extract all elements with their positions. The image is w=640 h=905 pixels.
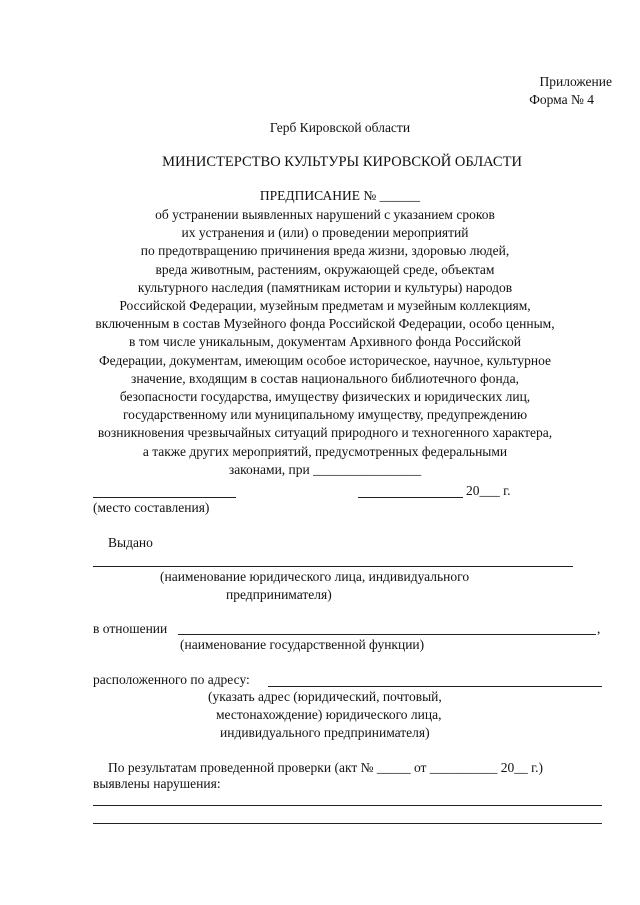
prescription-line: культурного наследия (памятникам истории и культуры) народов (137, 279, 513, 295)
appendix-label: Приложение (539, 74, 612, 89)
prescription-line: безопасности государства, имуществу физических и юридических лиц, (119, 389, 531, 405)
regarding-label: в отношении (93, 621, 168, 636)
violations-blank-line-2[interactable] (93, 823, 602, 824)
prescription-line: об устранении выявленных нарушений с указанием сроков (155, 207, 495, 222)
prescription-line: Российской Федерации, музейным предметам и музейным коллекциям, (119, 298, 531, 314)
prescription-subject (60, 206, 590, 479)
results-line-2: выявлены нарушения: (93, 776, 221, 791)
prescription-line: в том числе уникальным, документам Архивного фонда Российской (128, 334, 522, 350)
prescription-line: Федерации, документам, имеющим особое историческое, научное, культурное (98, 352, 552, 368)
address-label: расположенного по адресу: (93, 672, 250, 687)
place-blank-line[interactable] (93, 497, 236, 498)
prescription-line: законами, при ________________ (228, 461, 422, 477)
ministry-title: МИНИСТЕРСТВО КУЛЬТУРЫ КИРОВСКОЙ ОБЛАСТИ (162, 154, 522, 170)
place-caption: (место составления) (93, 500, 210, 515)
regarding-caption: (наименование государственной функции) (180, 637, 425, 652)
prescription-line: государственному или муниципальному имуществу, предупреждению (122, 407, 528, 423)
issued-caption-2: предпринимателя) (226, 587, 332, 602)
prescription-line: значение, входящим в состав национального библиотечного фонда, (131, 370, 519, 386)
prescription-line: их устранения и (или) о проведении мероприятий (181, 225, 469, 241)
prescription-title: ПРЕДПИСАНИЕ № ______ (259, 188, 421, 203)
issued-label: Выдано (108, 535, 153, 550)
issued-blank-line[interactable] (93, 566, 573, 567)
prescription-line: а также других мероприятий, предусмотренных федеральными (142, 443, 508, 459)
coat-of-arms-caption: Герб Кировской области (269, 120, 411, 135)
address-blank-line[interactable] (268, 686, 602, 687)
address-caption-2: местонахождение) юридического лица, (216, 707, 442, 722)
date-year: 20___ г. (466, 483, 511, 498)
prescription-line: вреда животным, растениям, окружающей среде, объектам (155, 261, 495, 277)
prescription-line: по предотвращению причинения вреда жизни, здоровью людей, (140, 243, 510, 259)
regarding-blank-line[interactable] (178, 634, 596, 635)
address-caption-3: индивидуального предпринимателя) (220, 725, 430, 740)
issued-caption-1: (наименование юридического лица, индивидуального (160, 569, 470, 584)
date-blank-line[interactable] (358, 497, 463, 498)
prescription-line: включенным в состав Музейного фонда Российской Федерации, особо ценным, (95, 316, 555, 332)
regarding-comma: , (597, 621, 601, 636)
results-line-1: По результатам проведенной проверки (акт № _____ от __________ 20__ г.) (108, 760, 543, 775)
prescription-line: возникновения чрезвычайных ситуаций природного и техногенного характера, (97, 425, 553, 441)
address-caption-1: (указать адрес (юридический, почтовый, (208, 689, 442, 704)
form-number: Форма № 4 (529, 92, 594, 107)
violations-blank-line-1[interactable] (93, 805, 602, 806)
